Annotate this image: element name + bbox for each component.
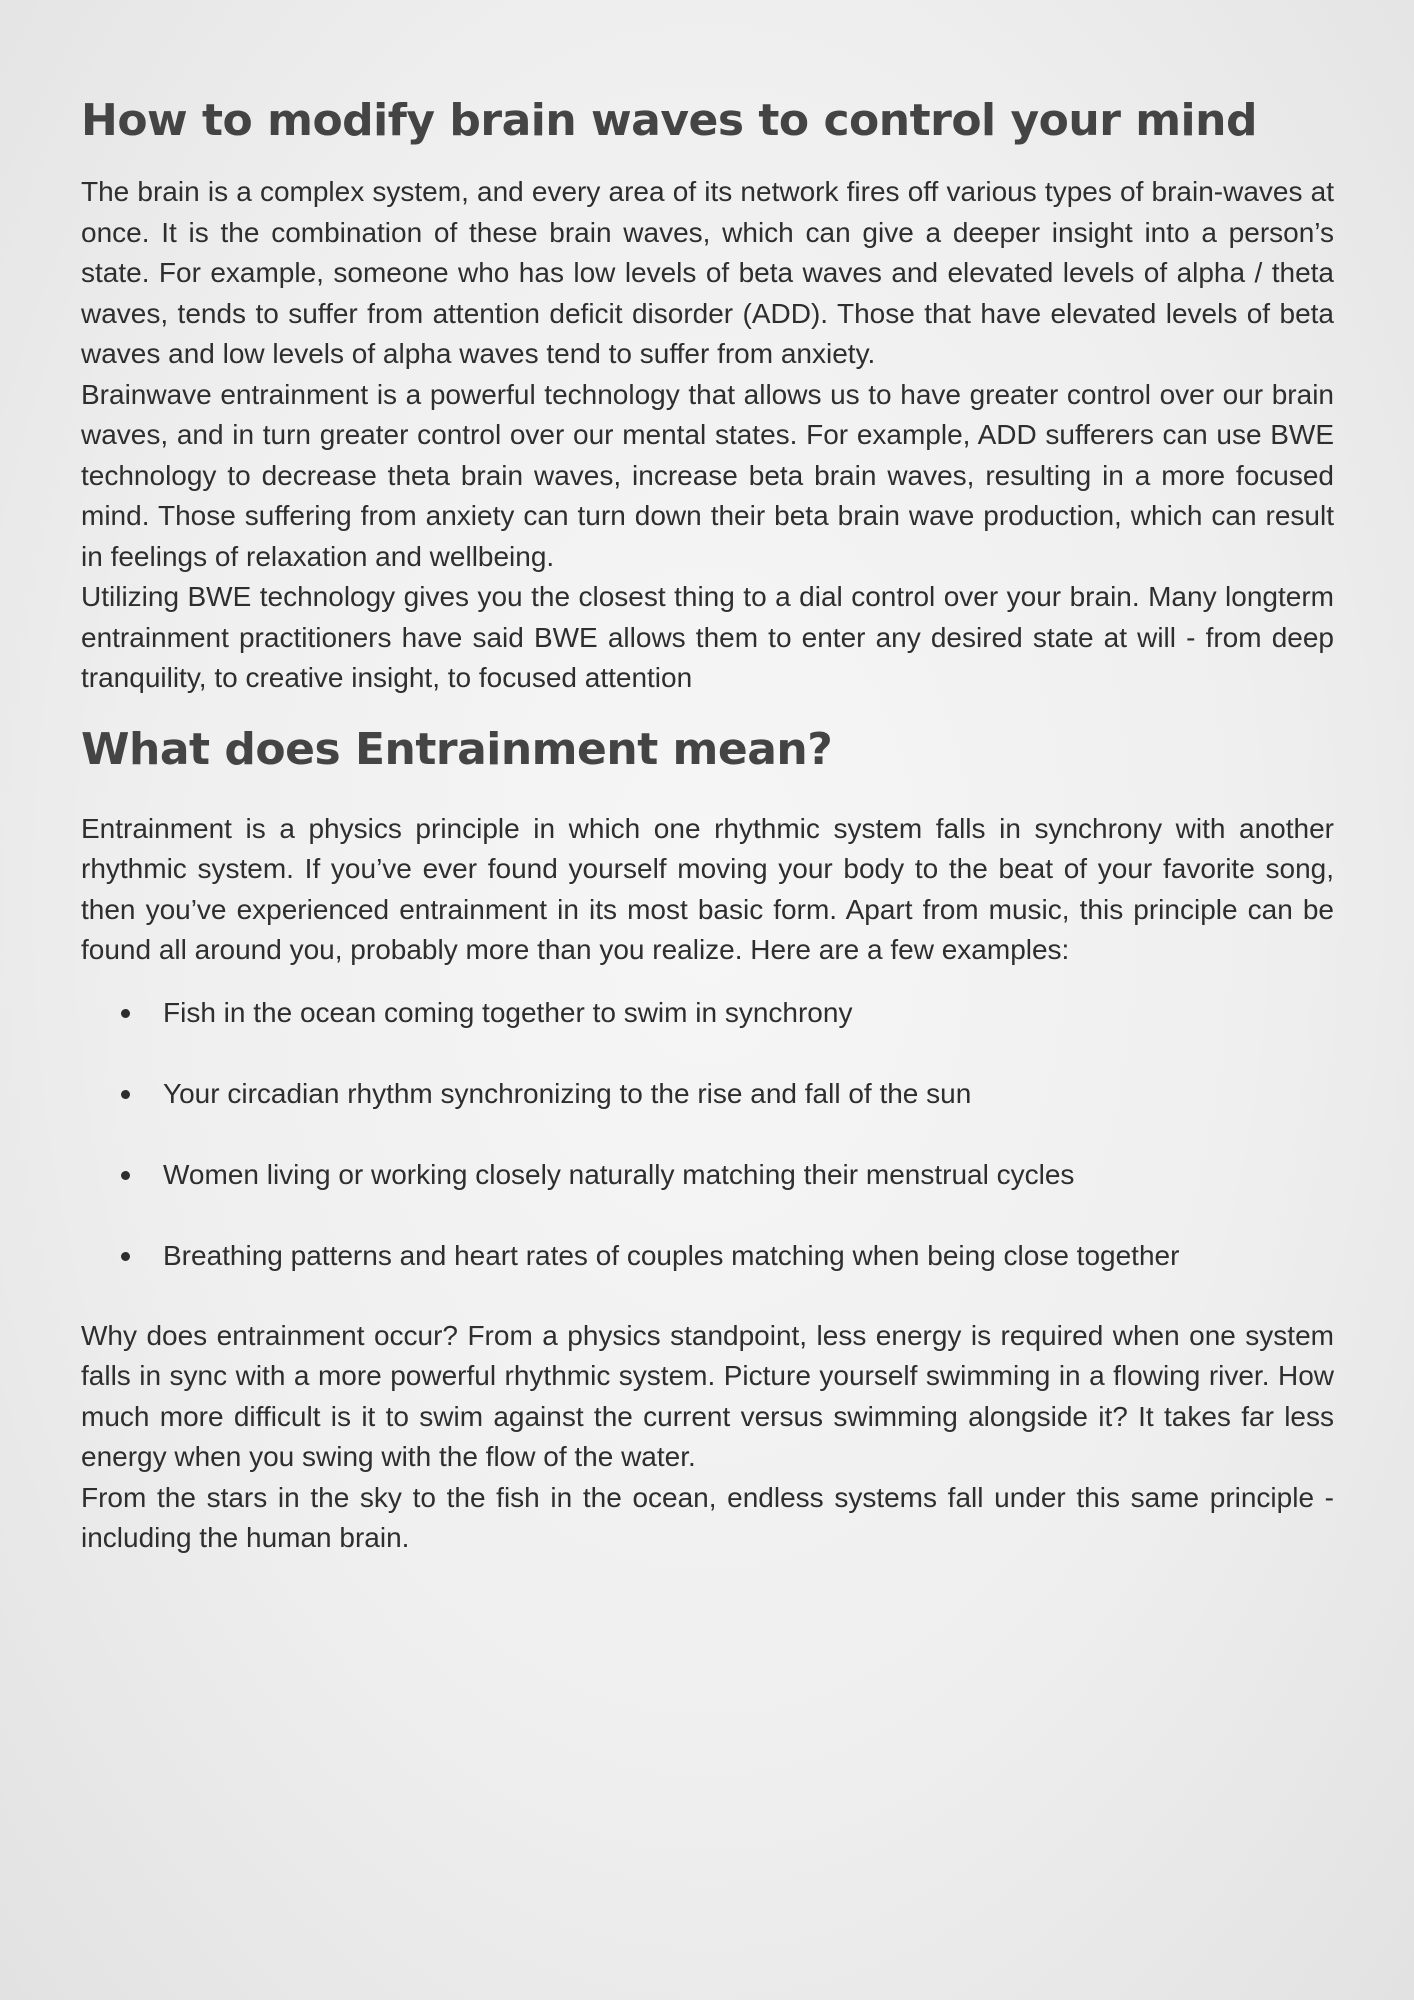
section-title-entrainment: What does Entrainment mean? <box>81 723 833 775</box>
section-title-brain-waves: How to modify brain waves to control your mind <box>81 95 1257 146</box>
list-item-text: Fish in the ocean coming together to swim in synchrony <box>163 996 853 1028</box>
list-item <box>81 1236 1334 1276</box>
paragraph-why-entrainment: Why does entrainment occur? From a physics standpoint, less energy is required when one system falls in sync with a more powerful rhythmic system. Picture yourself swimming in a flowing river. How much more difficult is it to swim against the current versus swimming alongside it? It takes far less energy when you swing with the flow of the water. <box>81 1319 1334 1472</box>
paragraph-bwe-dial-control: Utilizing BWE technology gives you the closest thing to a dial control over your brain. Many longterm entrainment practitioners have said BWE allows them to enter any desired state at will - from deep tranquility, to creative insight, to focused attention <box>81 581 1334 693</box>
bullet-icon <box>121 1252 130 1261</box>
paragraph-brainwave-entrainment: Brainwave entrainment is a powerful technology that allows us to have greater control over our brain waves, and in turn greater control over our mental states. For example, ADD sufferers can use BWE technology to decrease theta brain waves, increase beta brain waves, resulting in a more focused mind. Those suffering from anxiety can turn down their beta brain wave production, which can result in feelings of relaxation and wellbeing. <box>81 378 1334 572</box>
paragraph-entrainment-intro: Entrainment is a physics principle in which one rhythmic system falls in synchrony with another rhythmic system. If you’ve ever found yourself moving your body to the beat of your favorite song, then you’ve experienced entrainment in its most basic form. Apart from music, this principle can be found all around you, probably more than you realize. Here are a few examples: <box>81 812 1334 965</box>
list-item <box>81 993 1334 1033</box>
bullet-icon <box>121 1009 130 1018</box>
list-item <box>81 1155 1334 1195</box>
paragraph-brain-complex-system: The brain is a complex system, and every area of its network fires off various types of brain-waves at once. It is the combination of these brain waves, which can give a deeper insight into a person’s state. For example, someone who has low levels of beta waves and elevated levels of alpha / theta waves, tends to suffer from attention deficit disorder (ADD). Those that have elevated levels of beta waves and low levels of alpha waves tend to suffer from anxiety. <box>81 176 1334 369</box>
examples-list <box>81 993 1334 1276</box>
bullet-icon <box>121 1171 130 1180</box>
list-item <box>81 1074 1334 1114</box>
list-item-text: Women living or working closely naturally matching their menstrual cycles <box>163 1158 1075 1190</box>
bullet-icon <box>121 1090 130 1099</box>
list-item-text: Your circadian rhythm synchronizing to the rise and fall of the sun <box>163 1077 972 1109</box>
paragraph-stars-fish-brain: From the stars in the sky to the fish in the ocean, endless systems fall under this same principle - including the human brain. <box>81 1481 1334 1553</box>
list-item-text: Breathing patterns and heart rates of couples matching when being close together <box>163 1239 1180 1271</box>
